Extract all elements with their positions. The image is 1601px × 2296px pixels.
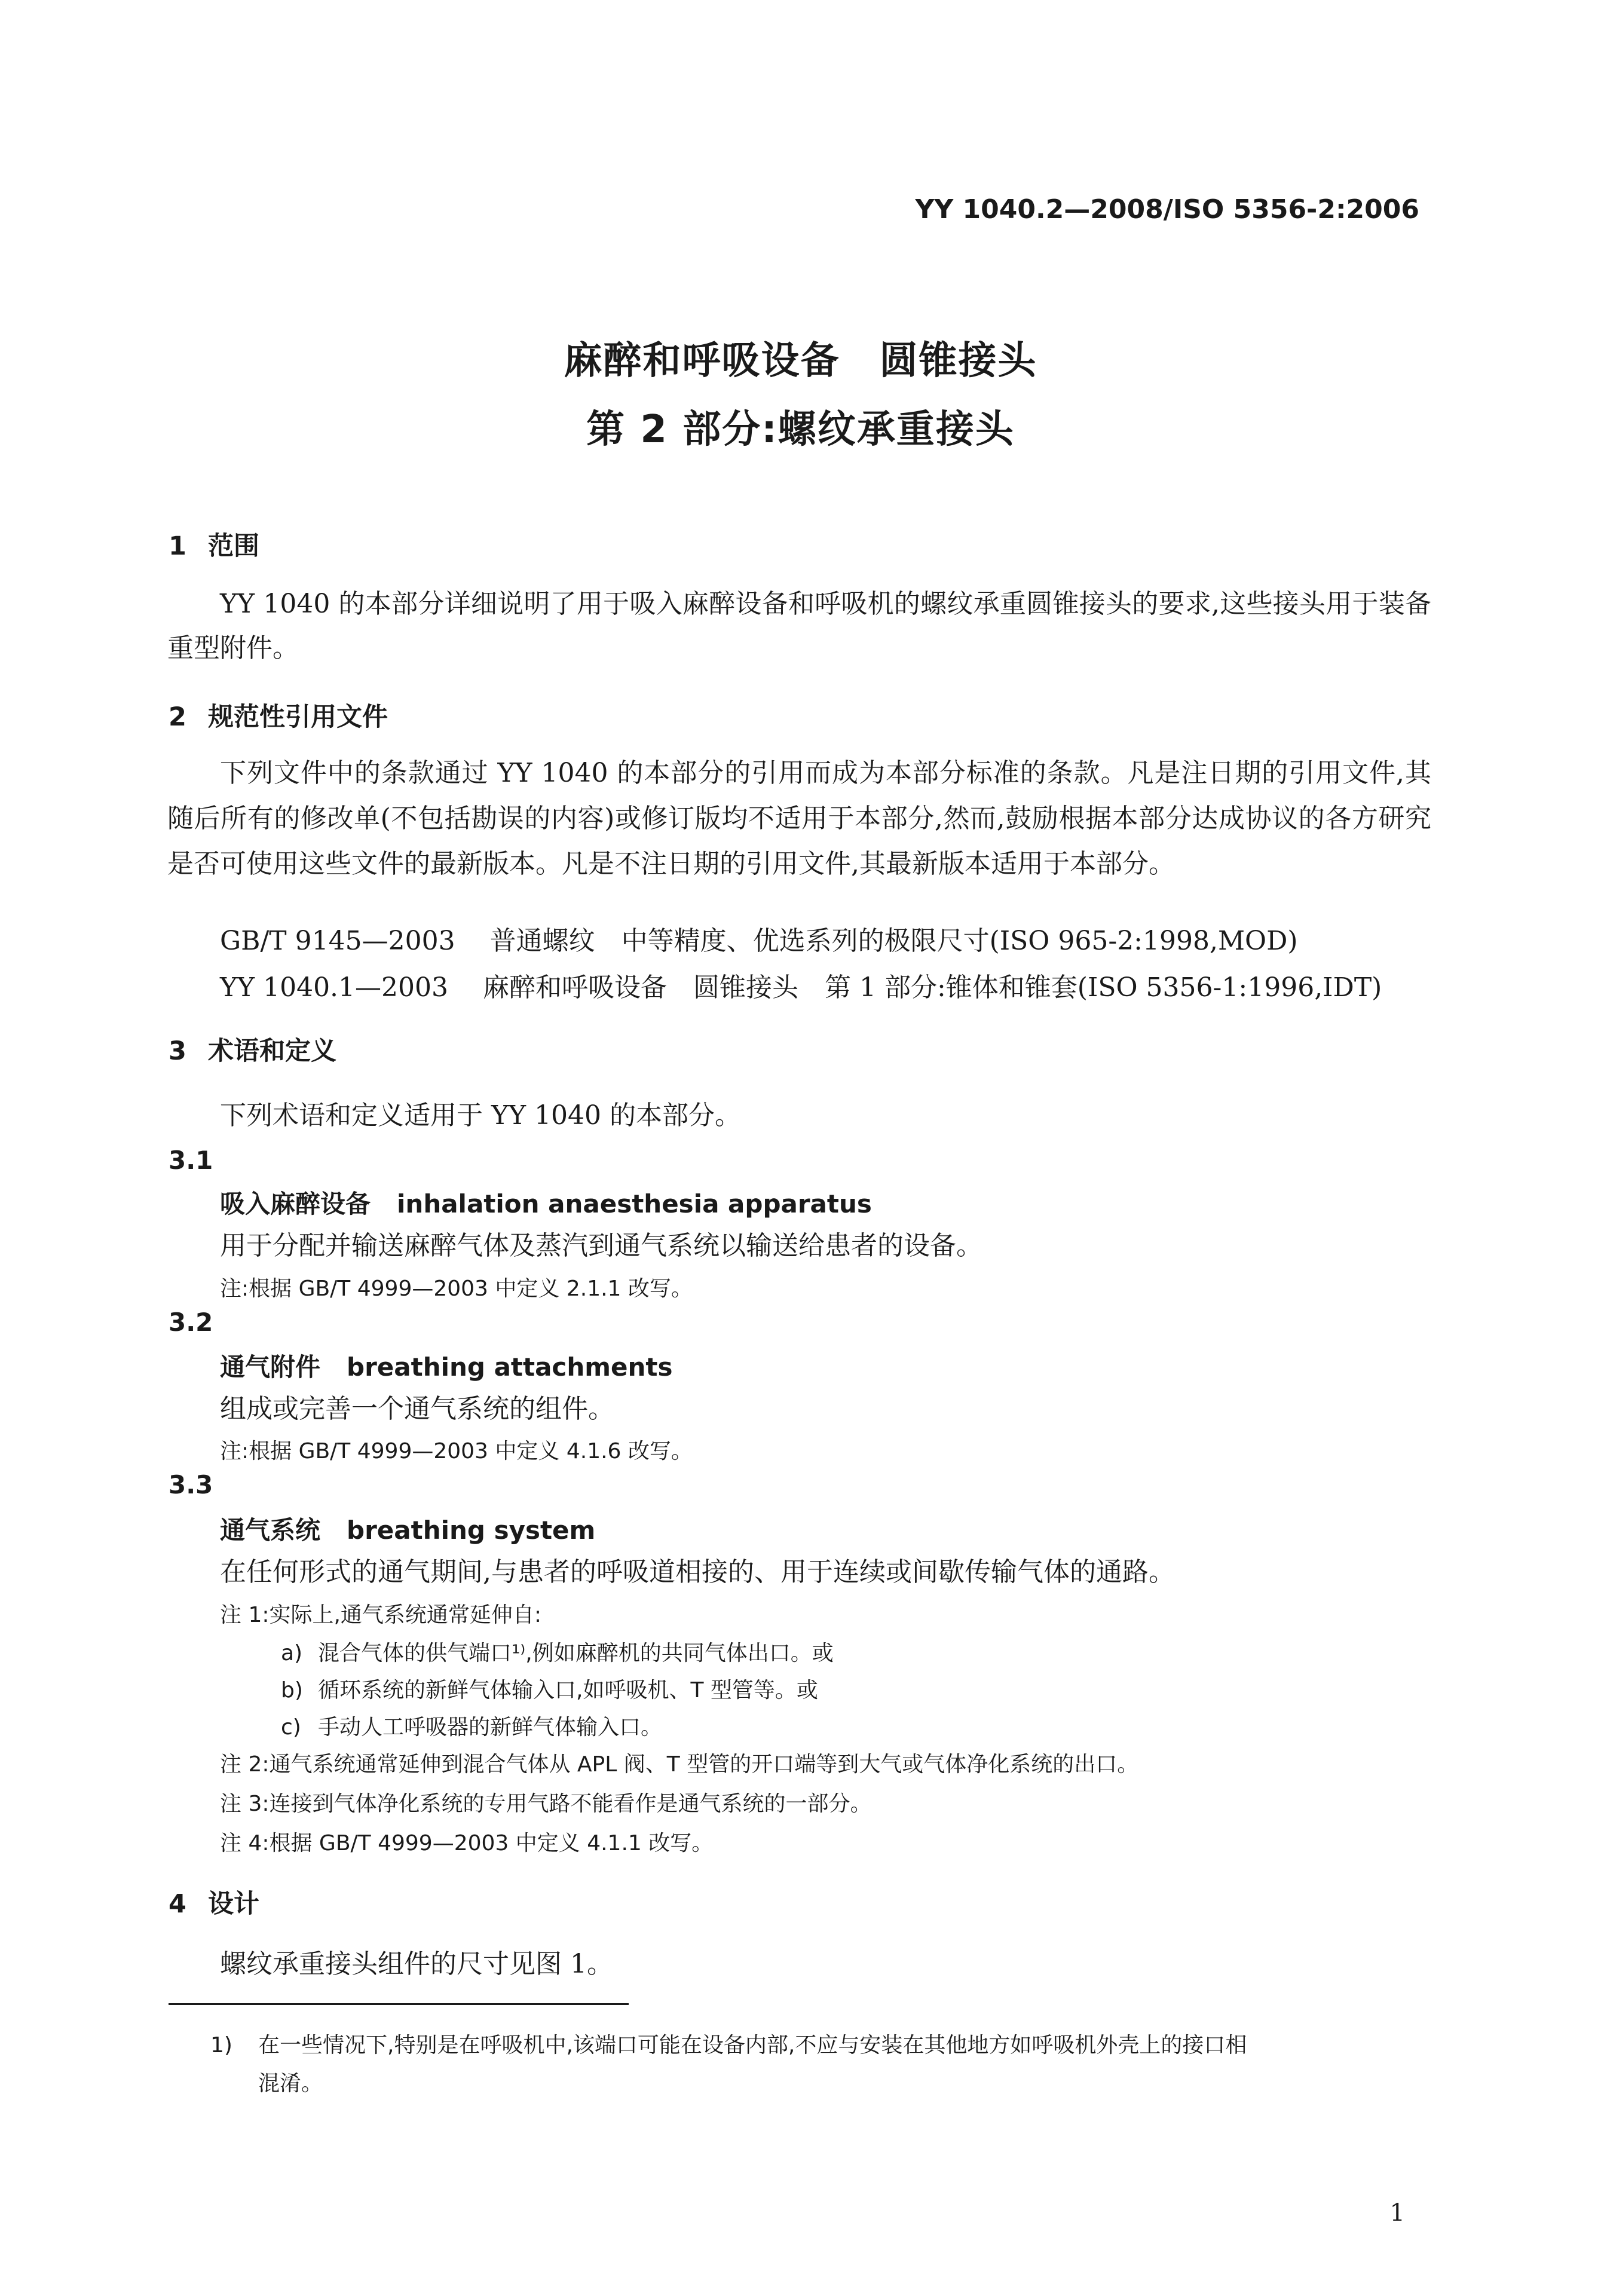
term-3-2-note: 注:根据 GB/T 4999—2003 中定义 4.1.6 改写。 xyxy=(220,1439,693,1464)
term-3-3-note-4: 注 4:根据 GB/T 4999—2003 中定义 4.1.1 改写。 xyxy=(220,1831,714,1856)
term-3-3-note-2: 注 2:通气系统通常延伸到混合气体从 APL 阀、T 型管的开口端等到大气或气体净化系统的出口。 xyxy=(220,1752,1139,1777)
section-2-title: 规范性引用文件 xyxy=(208,702,388,732)
item-b-text: 循环系统的新鲜气体输入口,如呼吸机、T 型管等。或 xyxy=(318,1678,818,1703)
item-c-mark: c) xyxy=(281,1715,301,1740)
section-1-heading xyxy=(169,526,259,562)
item-a-mark: a) xyxy=(281,1641,303,1666)
section-2-paragraph: 下列文件中的条款通过 YY 1040 的本部分的引用而成为本部分标准的条款。凡是注日期的引用文件,其随后所有的修改单(不包括勘误的内容)或修订版均不适用于本部分,然而,鼓励根据本部分达成协议的各方研究是否可使用这些文件的最新版本。凡是不注日期的引用文件,其最新版本适用于本部分。 xyxy=(167,758,1431,879)
term-3-3-note-3: 注 3:连接到气体净化系统的专用气路不能看作是通气系统的一部分。 xyxy=(220,1792,872,1816)
term-3-3-note-1-item-c xyxy=(281,1710,662,1741)
item-a-text: 混合气体的供气端口¹⁾,例如麻醉机的共同气体出口。或 xyxy=(318,1641,834,1666)
section-4-number: 4 xyxy=(169,1889,186,1919)
reference-1 xyxy=(220,920,1298,962)
term-3-3-en: breathing system xyxy=(347,1516,596,1545)
term-3-2-heading xyxy=(220,1348,672,1383)
section-4-paragraph: 螺纹承重接头组件的尺寸见图 1。 xyxy=(220,1949,613,1979)
term-3-3-heading xyxy=(220,1511,595,1547)
term-3-2-en: breathing attachments xyxy=(347,1352,673,1382)
section-1-number: 1 xyxy=(169,531,186,561)
section-3-heading xyxy=(169,1031,336,1067)
term-3-1-definition: 用于分配并输送麻醉气体及蒸汽到通气系统以输送给患者的设备。 xyxy=(220,1230,982,1261)
standard-code: YY 1040.2—2008/ISO 5356-2:2006 xyxy=(915,194,1419,225)
reference-2-title: 麻醉和呼吸设备 圆锥接头 第 1 部分:锥体和锥套(ISO 5356-1:1996,IDT) xyxy=(483,972,1382,1003)
term-3-3-note-1-item-a xyxy=(281,1636,834,1667)
term-3-2-number: 3.2 xyxy=(169,1308,213,1337)
section-1-title: 范围 xyxy=(208,531,259,561)
term-3-2-definition: 组成或完善一个通气系统的组件。 xyxy=(220,1394,614,1424)
footnote-text-1: 在一些情况下,特别是在呼吸机中,该端口可能在设备内部,不应与安装在其他地方如呼吸机外壳上的接口相 xyxy=(258,2033,1247,2058)
term-3-3-number: 3.3 xyxy=(169,1470,213,1499)
reference-2 xyxy=(220,967,1382,1009)
section-2-number: 2 xyxy=(169,702,186,732)
term-3-1-en: inhalation anaesthesia apparatus xyxy=(397,1189,872,1219)
document-title-line-2: 第 2 部分:螺纹承重接头 xyxy=(586,408,1015,452)
reference-1-title: 普通螺纹 中等精度、优选系列的极限尺寸(ISO 965-2:1998,MOD) xyxy=(489,926,1298,956)
reference-1-code: GB/T 9145—2003 xyxy=(220,926,455,956)
term-3-1-heading xyxy=(220,1184,872,1220)
document-title-line-1: 麻醉和呼吸设备 圆锥接头 xyxy=(564,339,1037,383)
reference-2-code: YY 1040.1—2003 xyxy=(220,972,449,1003)
term-3-3-zh: 通气系统 xyxy=(220,1516,321,1545)
item-c-text: 手动人工呼吸器的新鲜气体输入口。 xyxy=(318,1715,663,1740)
section-1-paragraph: YY 1040 的本部分详细说明了用于吸入麻醉设备和呼吸机的螺纹承重圆锥接头的要求,这些接头用于装备重型附件。 xyxy=(167,589,1431,663)
section-3-title: 术语和定义 xyxy=(208,1036,336,1066)
term-3-1-note: 注:根据 GB/T 4999—2003 中定义 2.1.1 改写。 xyxy=(220,1276,693,1301)
section-4-heading xyxy=(169,1884,259,1920)
page-number: 1 xyxy=(1389,2199,1405,2227)
footnote-separator xyxy=(169,2003,629,2005)
section-3-intro: 下列术语和定义适用于 YY 1040 的本部分。 xyxy=(220,1100,742,1131)
section-3-number: 3 xyxy=(169,1036,186,1066)
footnote-mark: 1) xyxy=(210,2033,232,2058)
term-3-2-zh: 通气附件 xyxy=(220,1352,321,1382)
term-3-1-zh: 吸入麻醉设备 xyxy=(220,1189,371,1219)
section-4-title: 设计 xyxy=(208,1889,259,1919)
item-b-mark: b) xyxy=(281,1678,303,1703)
term-3-3-note-1-item-b xyxy=(281,1673,818,1704)
footnote-line-2: 混淆。 xyxy=(258,2071,323,2096)
footnote-line-1 xyxy=(210,2028,1247,2059)
term-3-3-note-1: 注 1:实际上,通气系统通常延伸自: xyxy=(220,1603,542,1627)
term-3-1-number: 3.1 xyxy=(169,1146,213,1175)
term-3-3-definition: 在任何形式的通气期间,与患者的呼吸道相接的、用于连续或间歇传输气体的通路。 xyxy=(220,1557,1175,1587)
section-2-heading xyxy=(169,697,388,733)
